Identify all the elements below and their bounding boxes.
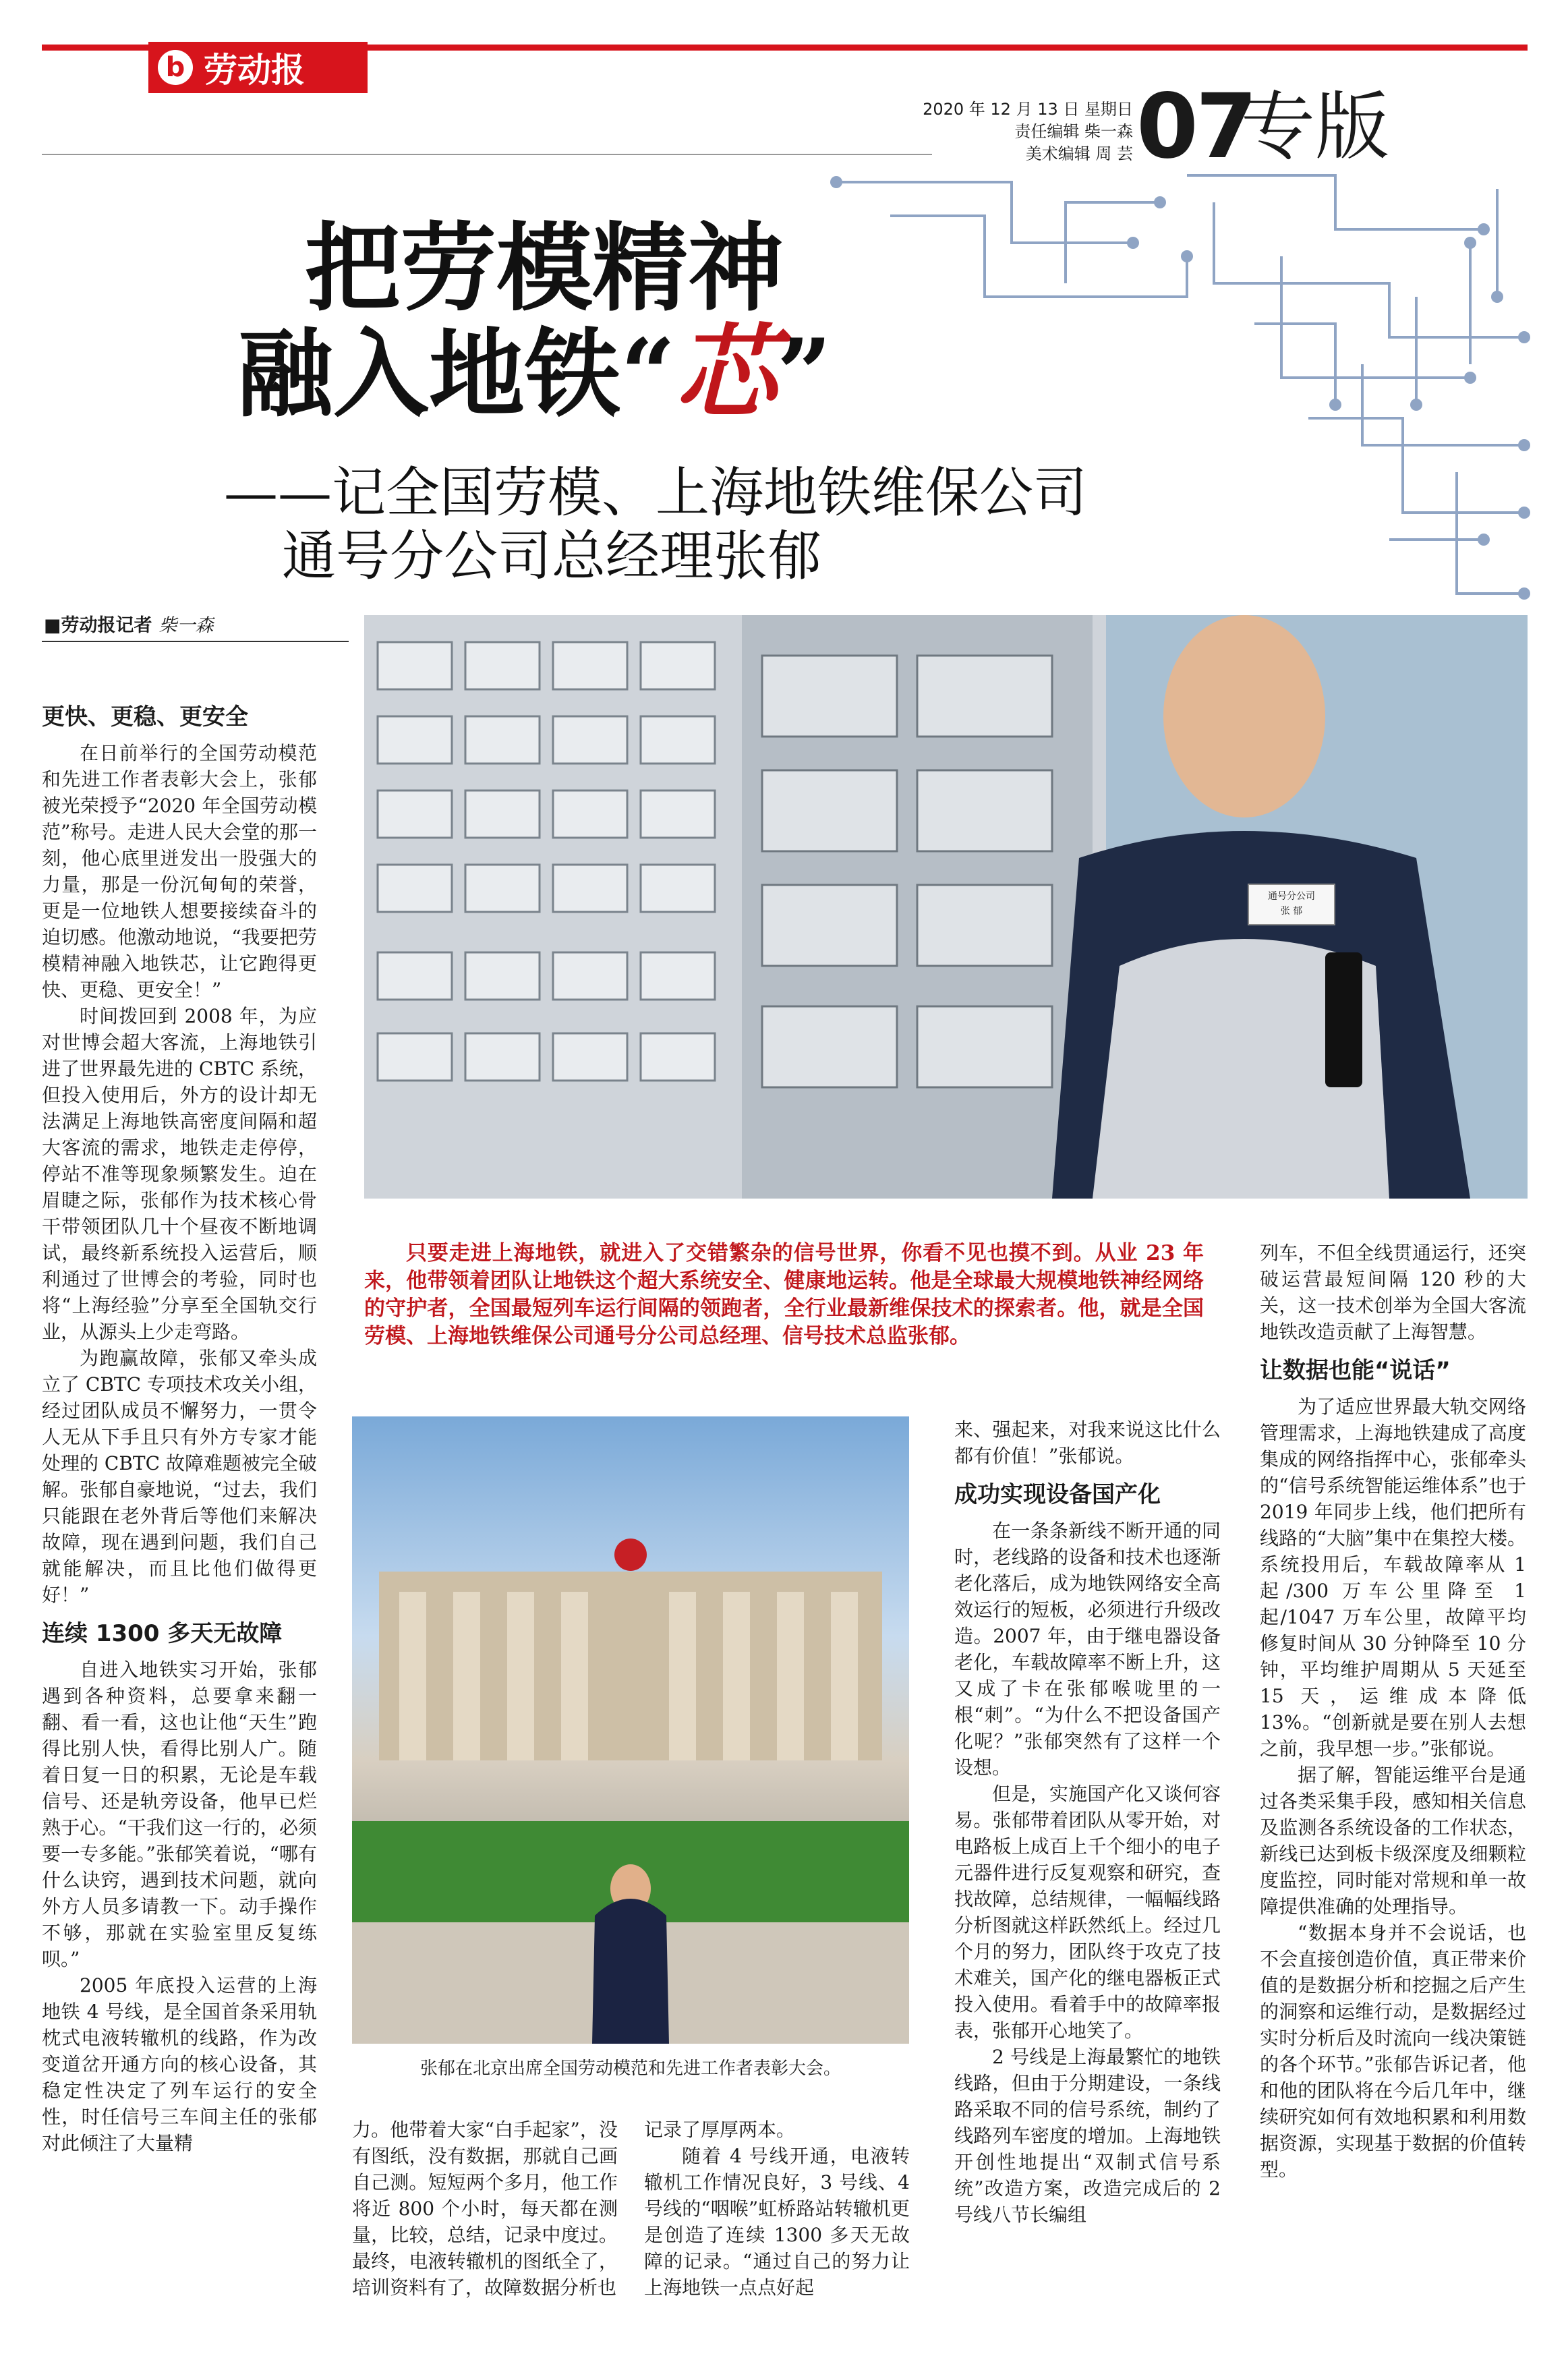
col3-paragraph-2: 随着 4 号线开通，电液转辙机工作情况良好，3 号线、4 号线的“咽喉”虹桥路站转辙机更是创造了连续 1300 多天无故障的记录。“通过自己的努力让上海地铁一点点好起: [644, 2145, 910, 2299]
headline-line-1: 把劳模精神: [305, 212, 784, 324]
byline: [44, 610, 214, 637]
column-4: [954, 1416, 1221, 2228]
badge-line-1: 通号分公司: [1268, 891, 1315, 902]
main-photo: [364, 615, 1528, 1199]
headline-xin-character: 芯: [675, 313, 777, 432]
paper-logo-icon: b: [158, 50, 193, 85]
byline-name: 柴一森: [158, 615, 214, 636]
col4-paragraph-2: 但是，实施国产化又谈何容易。张郁带着团队从零开始，对电路板上成百上千个细小的电子元器件进行反复观察和研究，查找故障，总结规律，一幅幅线路分析图就这样跃然纸上。经过几个月的努力，团队终于攻克了技术难关，国产化的继电器板正式投入使用。看着手中的故障率报表，张郁开心地笑了。: [954, 1783, 1221, 2042]
section-title-1300-days: 连续 1300 多天无故障: [42, 1620, 283, 1647]
equipment-rack-illustration: [364, 615, 1528, 1199]
col4-paragraph-1: 在一条条新线不断开通的同时，老线路的设备和技术也逐渐老化落后，成为地铁网络安全高效运行的短板，必须进行升级改造。2007 年，由于继电器设备老化，车载故障率不断上升，这又成了卡在张郁喉咙里的一根“刺”。“为什么不把设备国产化呢？”张郁突然有了这样一个设想。: [954, 1520, 1221, 1779]
col4-paragraph-0: 来、强起来，对我来说这比什么都有价值！”张郁说。: [954, 1418, 1221, 1467]
editor-line: 责任编辑 柴一森: [1014, 122, 1133, 141]
col1-paragraph-4: 自进入地铁实习开始，张郁遇到各种资料，总要拿来翻一翻、看一看，这也让他“天生”跑得比别人快，看得比别人广。随着日复一日的积累，无论是车载信号、还是轨旁设备，他早已烂熟于心。“干我们这一行的，必须要一专多能。”张郁笑着说，“哪有什么诀窍，遇到技术问题，就向外方人员多请教一下。动手操作不够，那就在实验室里反复练呗。”: [42, 1659, 317, 1970]
section-title-faster: 更快、更稳、更安全: [42, 703, 248, 730]
quote-open: “: [620, 318, 676, 430]
date-line: 2020 年 12 月 13 日 星期日: [923, 100, 1133, 119]
badge-line-2: 张 郁: [1280, 906, 1303, 917]
page-label: 专版: [1241, 84, 1389, 170]
section-title-localization: 成功实现设备国产化: [954, 1481, 1161, 1508]
col5-paragraph-0: 列车，不但全线贯通运行，还突破运营最短间隔 120 秒的大关，这一技术创举为全国大客流地铁改造贡献了上海智慧。: [1260, 1242, 1526, 1343]
col5-paragraph-1: 为了适应世界最大轨交网络管理需求，上海地铁建成了高度集成的网络指挥中心，张郁牵头的“信号系统智能运维体系”也于 2019 年同步上线，他们把所有线路的“大脑”集中在集控大楼。系统投用后，车载故障率从 1 起/300 万车公里降至 1 起/1047 万车公里，故障平均修复时间从 30 分钟降至 10 分钟，平均维护周期从 5 天延至 15 天，运维成本降低 13%。“创新就是要在别人去想之前，我早想一步。”张郁说。: [1260, 1396, 1526, 1760]
masthead-rule-left: [42, 45, 148, 51]
headline-line-2-text: 融入地铁: [237, 318, 620, 430]
second-photo: [352, 1416, 909, 2044]
column-5: [1260, 1240, 1526, 2183]
lead-paragraph: 只要走进上海地铁，就进入了交错繁杂的信号世界，你看不见也摸不到。从业 23 年来，他带领着团队让地铁这个超大系统安全、健康地运转。他是全球最大规模地铁神经网络的守护者，全国最短列车运行间隔的领跑者，全行业最新维保技术的探索者。他，就是全国劳模、上海地铁维保公司通号分公司总经理、信号技术总监张郁。: [364, 1241, 1204, 1348]
col1-paragraph-1: 在日前举行的全国劳动模范和先进工作者表彰大会上，张郁被光荣授予“2020 年全国劳动模范”称号。走进人民大会堂的那一刻，他心底里迸发出一股强大的力量，那是一份沉甸甸的荣誉，更是一位地铁人想要接续奋斗的迫切感。他激动地说，“我要把劳模精神融入地铁芯，让它跑得更快、更稳、更安全！”: [42, 742, 317, 1001]
col2-paragraph-1: 力。他带着大家“白手起家”，没有图纸，没有数据，那就自己画自己测。短短两个多月，他工作将近 800 个小时，每天都在测量，比较，总结，记录中度过。最终，电液转辙机的图纸全了，培训资料有了，故障数据分析也: [352, 2119, 618, 2299]
col1-paragraph-5: 2005 年底投入运营的上海地铁 4 号线，是全国首条采用轨枕式电液转辙机的线路，作为改变道岔开通方向的核心设备，其稳定性决定了列车运行的安全性，时任信号三车间主任的张郁对此倾注了大量精: [42, 1974, 317, 2154]
column-1: [42, 691, 317, 2156]
great-hall-illustration: [352, 1416, 909, 2044]
issue-meta: [904, 98, 1133, 165]
masthead-rule-right: [368, 45, 1528, 51]
col5-paragraph-3: “数据本身并不会说话，也不会直接创造价值，真正带来价值的是数据分析和挖掘之后产生的洞察和运维行动，是数据经过实时分析后及时流向一线决策链的各个环节。”张郁告诉记者，他和他的团队将在今后几年中，继续研究如何有效地积累和利用数据资源，实现基于数据的价值转型。: [1260, 1922, 1526, 2181]
circuit-decoration: [809, 162, 1538, 648]
column-3: [644, 2117, 910, 2301]
column-2: [352, 2117, 618, 2301]
photo-caption: 张郁在北京出席全国劳动模范和先进工作者表彰大会。: [419, 2059, 841, 2079]
section-title-data: 让数据也能“说话”: [1260, 1357, 1451, 1384]
col1-paragraph-3: 为跑赢故障，张郁又牵头成立了 CBTC 专项技术攻关小组，经过团队成员不懈努力，一贯令人无从下手且只有外方专家才能处理的 CBTC 故障难题被完全破解。张郁自豪地说，“过去，我们只能跟在老外背后等他们来解决故障，现在遇到问题，我们自己就能解决，而且比他们做得更好！”: [42, 1347, 317, 1606]
headline-line-2: [237, 313, 832, 432]
byline-label: ■劳动报记者: [44, 615, 152, 636]
subhead-line-1: ——记全国劳模、上海地铁维保公司: [224, 461, 1087, 524]
col4-paragraph-3: 2 号线是上海最繁忙的地铁线路，但由于分期建设，一条线路采取不同的信号系统，制约了线路列车密度的增加。上海地铁开创性地提出“双制式信号系统”改造方案，改造完成后的 2 号线八节长编组: [954, 2046, 1221, 2226]
masthead-thin-rule: [42, 154, 932, 155]
name-badge: [1248, 884, 1335, 925]
art-editor-line: 美术编辑 周 芸: [1025, 144, 1133, 163]
paper-name: 劳动报: [204, 50, 305, 90]
quote-close: ”: [776, 318, 832, 430]
subhead-line-2: 通号分公司总经理张郁: [282, 525, 821, 587]
col3-paragraph-1: 记录了厚厚两本。: [644, 2119, 796, 2141]
masthead-logo: [148, 42, 368, 93]
col5-paragraph-2: 据了解，智能运维平台是通过各类采集手段，感知相关信息及监测各系统设备的工作状态，新线已达到板卡级深度及细颗粒度监控，同时能对常规和单一故障提供准确的处理指导。: [1260, 1764, 1526, 1918]
byline-rule: [42, 641, 349, 642]
col1-paragraph-2: 时间拨回到 2008 年，为应对世博会超大客流，上海地铁引进了世界最先进的 CBTC 系统，但投入使用后，外方的设计却无法满足上海地铁高密度间隔和超大客流的需求，地铁走走停停，停站不准等现象频繁发生。迫在眉睫之际，张郁作为技术核心骨干带领团队几十个昼夜不断地调试，最终新系统投入运营后，顺利通过了世博会的考验，同时也将“上海经验”分享至全国轨交行业，从源头上少走弯路。: [42, 1005, 317, 1343]
page-number: 07: [1136, 75, 1255, 179]
